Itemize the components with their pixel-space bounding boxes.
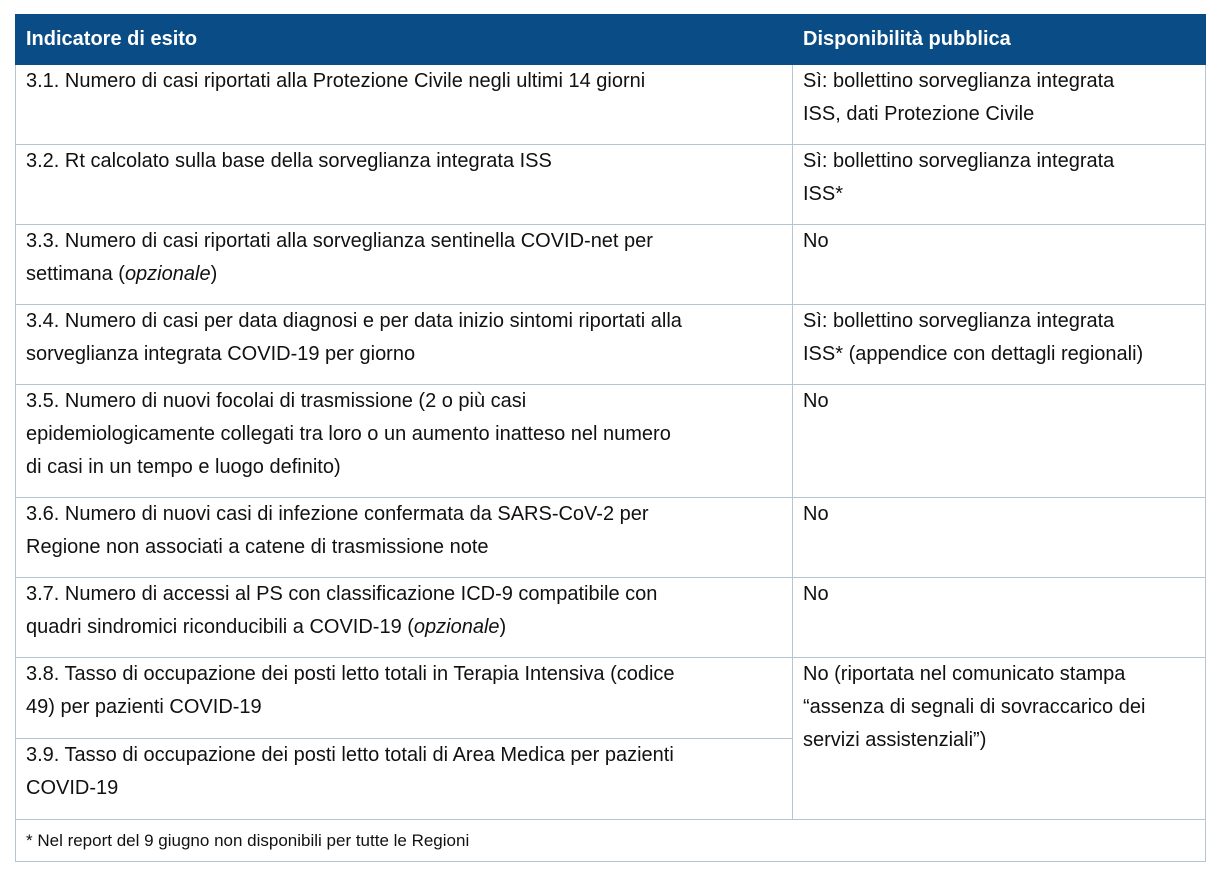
indicator-cell: [16, 225, 793, 305]
availability-cell: No: [793, 578, 1206, 658]
availability-text: Sì: bollettino sorveglianza integrata: [803, 310, 1115, 332]
availability-text: ISS, dati Protezione Civile: [803, 103, 1035, 125]
availability-text: Sì: bollettino sorveglianza integrata: [803, 150, 1115, 172]
table-row: [16, 578, 1206, 658]
header-indicator: Indicatore di esito: [16, 15, 793, 65]
indicator-text: 3.2. Rt calcolato sulla base della sorveglianza integrata ISS: [26, 150, 552, 172]
indicator-text: COVID-19: [26, 777, 119, 799]
indicator-text: settimana (opzionale): [26, 263, 218, 285]
availability-cell: [793, 65, 1206, 145]
indicator-text: Regione non associati a catene di trasmissione note: [26, 536, 489, 558]
availability-text: No (riportata nel comunicato stampa: [803, 663, 1126, 685]
indicator-text: 3.5. Numero di nuovi focolai di trasmissione (2 o più casi: [26, 390, 527, 412]
indicator-cell: [16, 658, 793, 739]
table-row: [16, 498, 1206, 578]
indicator-text: sorveglianza integrata COVID-19 per giorno: [26, 343, 416, 365]
table-row: [16, 305, 1206, 385]
availability-cell-shared: [793, 658, 1206, 820]
table-row: [16, 385, 1206, 498]
header-availability: Disponibilità pubblica: [793, 15, 1206, 65]
optional-label: opzionale: [124, 263, 211, 285]
indicator-cell: [16, 739, 793, 820]
indicator-text: 49) per pazienti COVID-19: [26, 696, 262, 718]
footnote-row: [16, 820, 1206, 862]
indicator-text: epidemiologicamente collegati tra loro o un aumento inatteso nel numero: [26, 423, 671, 445]
optional-label: opzionale: [413, 616, 500, 638]
table-row: [16, 145, 1206, 225]
availability-text: Sì: bollettino sorveglianza integrata: [803, 70, 1115, 92]
indicator-cell: [16, 305, 793, 385]
indicator-cell: [16, 65, 793, 145]
table-row: [16, 225, 1206, 305]
indicator-text: 3.6. Numero di nuovi casi di infezione confermata da SARS-CoV-2 per: [26, 503, 649, 525]
availability-text: ISS* (appendice con dettagli regionali): [803, 343, 1144, 365]
availability-cell: [793, 305, 1206, 385]
availability-cell: No: [793, 225, 1206, 305]
availability-text: ISS*: [803, 183, 844, 205]
availability-text: servizi assistenziali”): [803, 729, 987, 751]
indicator-text: 3.1. Numero di casi riportati alla Protezione Civile negli ultimi 14 giorni: [26, 70, 646, 92]
indicator-text: 3.7. Numero di accessi al PS con classificazione ICD-9 compatibile con: [26, 583, 658, 605]
availability-cell: No: [793, 385, 1206, 498]
table-row: [16, 658, 1206, 739]
availability-cell: [793, 145, 1206, 225]
table-header-row: [16, 15, 1206, 65]
indicator-text: quadri sindromici riconducibili a COVID-19 (opzionale): [26, 616, 507, 638]
indicator-text: 3.9. Tasso di occupazione dei posti letto totali di Area Medica per pazienti: [26, 744, 674, 766]
indicators-table: [15, 14, 1206, 862]
indicator-text: 3.8. Tasso di occupazione dei posti letto totali in Terapia Intensiva (codice: [26, 663, 675, 685]
indicator-text: 3.3. Numero di casi riportati alla sorveglianza sentinella COVID-net per: [26, 230, 653, 252]
footnote: * Nel report del 9 giugno non disponibili per tutte le Regioni: [16, 820, 1206, 862]
indicator-text: 3.4. Numero di casi per data diagnosi e per data inizio sintomi riportati alla: [26, 310, 682, 332]
indicator-cell: [16, 385, 793, 498]
availability-cell: No: [793, 498, 1206, 578]
indicator-text: di casi in un tempo e luogo definito): [26, 456, 341, 478]
indicator-cell: [16, 578, 793, 658]
indicator-cell: [16, 145, 793, 225]
indicator-cell: [16, 498, 793, 578]
table-row: [16, 65, 1206, 145]
availability-text: “assenza di segnali di sovraccarico dei: [803, 696, 1146, 718]
